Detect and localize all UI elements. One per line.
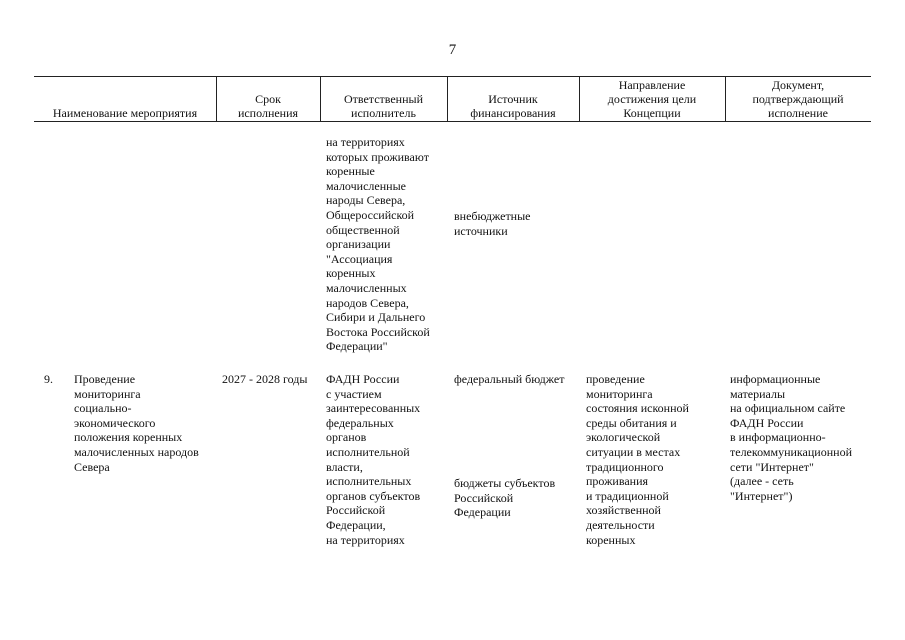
- header-source: Источник финансирования: [470, 92, 556, 120]
- header-bottom-rule: [34, 121, 871, 122]
- header-responsible: Ответственный исполнитель: [343, 92, 424, 120]
- page-number: 7: [448, 42, 457, 58]
- header-deadline: Срок исполнения: [237, 92, 299, 120]
- header-name: Наименование мероприятия: [52, 106, 198, 120]
- continuation-source: внебюджетные источники: [454, 209, 531, 238]
- source-regional: бюджеты субъектов Российской Федерации: [454, 476, 556, 520]
- deadline: 2027 - 2028 годы: [222, 372, 308, 386]
- row-number: 9.: [44, 372, 53, 386]
- continuation-responsible: на территориях которых проживают коренные малочисленные народы Севера, Общероссийской общественной организации "Ассоциация коренных малочисленных народов Севера, Сибири и Дальнего Востока Российской Федерации": [326, 135, 430, 354]
- responsible: ФАДН России с участием заинтересованных федеральных органов исполнительной власти, исполнительных органов субъектов Российской Федерации, на территориях: [326, 372, 421, 547]
- header-document: Документ, подтверждающий исполнение: [752, 78, 844, 120]
- document: информационные материалы на официальном сайте ФАДН России в информационно- телекоммуникационной сети "Интернет" (далее - сеть "Интернет"): [730, 372, 852, 503]
- event-name: Проведение мониторинга социально- экономического положения коренных малочисленных народов Севера: [74, 372, 199, 474]
- direction: проведение мониторинга состояния исконной среды обитания и экологической ситуации в местах традиционного проживания и традиционной хозяйственной деятельности коренных: [586, 372, 689, 547]
- header-direction: Направление достижения цели Концепции: [607, 78, 697, 120]
- source-federal: федеральный бюджет: [454, 372, 565, 386]
